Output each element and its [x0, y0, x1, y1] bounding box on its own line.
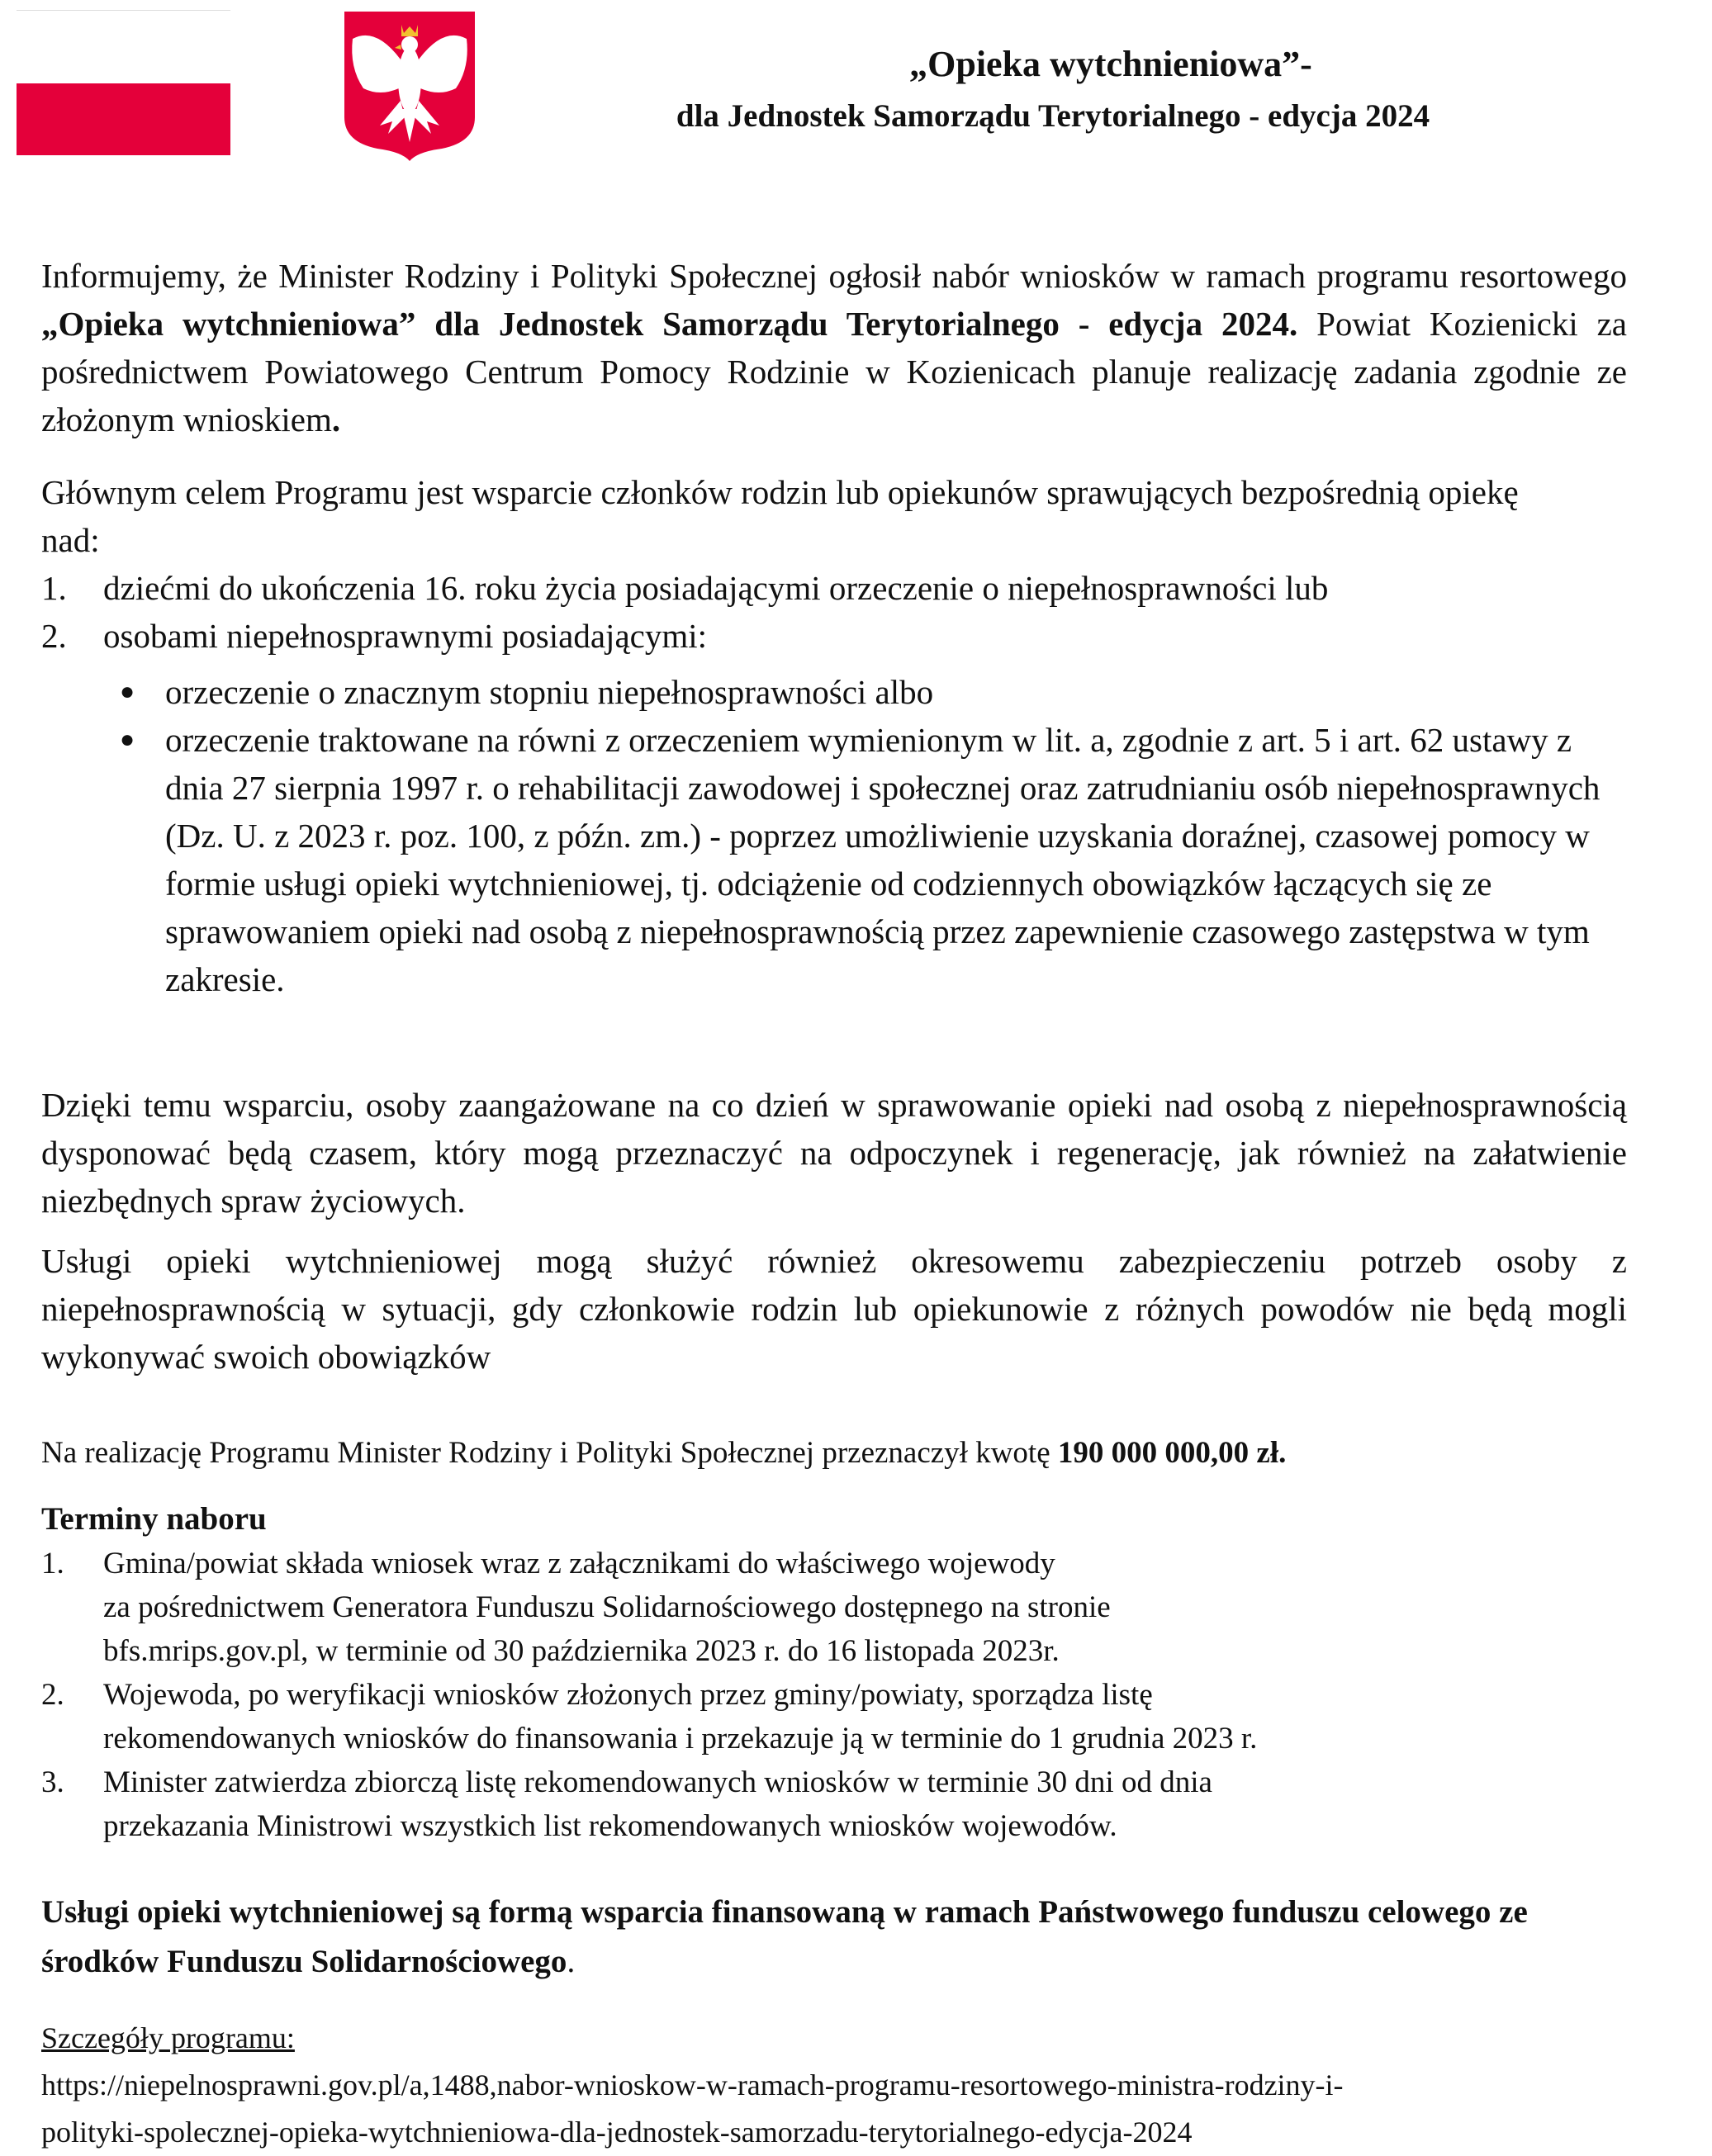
deadline-number: 3. — [41, 1765, 64, 1799]
goal-item-number: 1. — [41, 569, 67, 607]
deadline-item — [41, 1673, 1627, 1760]
goal-item-text: osobami niepełnosprawnymi posiadającymi: — [103, 617, 708, 655]
bullet-icon: ● — [120, 726, 135, 753]
deadline-item — [41, 1542, 1627, 1673]
funding-amount: 190 000 000,00 zł. — [1057, 1436, 1287, 1470]
document-subtitle: dla Jednostek Samorządu Terytorialnego - edycja 2024 — [676, 98, 1430, 134]
deadline-item — [41, 1760, 1627, 1848]
financing-note-period: . — [567, 1944, 576, 1979]
details-url-line1[interactable]: https://niepelnosprawni.gov.pl/a,1488,nabor-wnioskow-w-ramach-programu-resortowego-ministra-rodziny-i- — [41, 2068, 1344, 2102]
goal-lead: Głównym celem Programu jest wsparcie członków rodzin lub opiekunów sprawujących bezpośrednią opiekę nad: — [41, 473, 1519, 559]
intro-paragraph — [41, 252, 1627, 443]
bullet-icon: ● — [120, 678, 135, 705]
deadline-text: rekomendowanych wniosków do finansowania i przekazuje ją w terminie do 1 grudnia 2023 r. — [103, 1722, 1258, 1756]
goal-section — [41, 468, 1627, 1003]
goal-item — [41, 612, 1627, 660]
deadline-text: przekazania Ministrowi wszystkich list rekomendowanych wniosków wojewodów. — [103, 1809, 1117, 1843]
intro-program-name: „Opieka wytchnieniowa” dla Jednostek Samorządu Terytorialnego - edycja 2024. — [41, 305, 1298, 343]
deadline-number: 2. — [41, 1678, 64, 1712]
deadline-text: bfs.mrips.gov.pl, w terminie od 30 października 2023 r. do 16 listopada 2023r. — [103, 1634, 1060, 1668]
polish-eagle-emblem-icon — [343, 10, 477, 163]
goal-item-number: 2. — [41, 617, 67, 655]
deadline-text: Minister zatwierdza zbiorczą listę rekomendowanych wniosków w terminie 30 dni od dnia — [103, 1765, 1212, 1799]
document-title: „Opieka wytchnieniowa”- — [909, 44, 1312, 84]
deadlines-section — [41, 1497, 1627, 1848]
funding-paragraph — [41, 1431, 1627, 1475]
deadline-text: Wojewoda, po weryfikacji wniosków złożonych przez gminy/powiaty, sporządza listę — [103, 1678, 1153, 1712]
deadline-text: Gmina/powiat składa wniosek wraz z załącznikami do właściwego wojewody — [103, 1547, 1055, 1580]
deadline-number: 1. — [41, 1547, 64, 1580]
goal-bullet-text: orzeczenie traktowane na równi z orzeczeniem wymienionym w lit. a, zgodnie z art. 5 i art. 62 ustawy z dnia 27 sierpnia 1997 r. o rehabilitacji zawodowej i społecznej oraz zatrudnianiu osób niepełnosprawnych (Dz. U. z 2023 r. poz. 100, z późn. zm.) - poprzez umożliwienie uzyskania doraźnej, czasowej pomocy w formie usługi opieki wytchnieniowej, tj. odciążenie od codziennych obowiązków łączących się ze sprawowaniem opieki nad osobą z niepełnosprawnością przez zapewnienie czasowego zastępstwa w tym zakresie. — [165, 721, 1601, 998]
polish-flag-icon — [17, 10, 230, 154]
details-label: Szczegóły programu: — [41, 2021, 295, 2054]
financing-note — [41, 1888, 1627, 1987]
details-section — [41, 2015, 1627, 2156]
funding-text: Na realizację Programu Minister Rodziny i Polityki Społecznej przeznaczył kwotę — [41, 1436, 1058, 1470]
details-url-line2[interactable]: polityki-spolecznej-opieka-wytchnieniowa-dla-jednostek-samorzadu-terytorialnego-edycja-2024 — [41, 2116, 1193, 2149]
intro-text-2: Powiat Kozienicki za pośrednictwem Powiatowego Centrum Pomocy Rodzinie w Kozienicach planuje realizację zadania zgodnie ze złożonym wnioskiem — [41, 305, 1627, 438]
deadlines-heading: Terminy naboru — [41, 1501, 267, 1537]
support-paragraph — [41, 1081, 1627, 1225]
goal-bullet-text: orzeczenie o znacznym stopniu niepełnosprawności albo — [165, 673, 934, 711]
goal-item — [41, 564, 1627, 612]
goal-item-text: dziećmi do ukończenia 16. roku życia posiadającymi orzeczenie o niepełnosprawności lub — [103, 569, 1329, 607]
flag-white-stripe — [17, 10, 230, 83]
intro-period: . — [331, 400, 341, 438]
intro-text-1: Informujemy, że Minister Rodziny i Polityki Społecznej ogłosił nabór wniosków w ramach programu resortowego — [41, 257, 1627, 295]
financing-note-text: Usługi opieki wytchnieniowej są formą wsparcia finansowaną w ramach Państwowego funduszu celowego ze środków Funduszu Solidarnościowego — [41, 1894, 1528, 1979]
goal-bullet — [41, 668, 1627, 716]
support-text: Dzięki temu wsparciu, osoby zaangażowane na co dzień w sprawowanie opieki nad osobą z niepełnosprawnością dysponować będą czasem, który mogą przeznaczyć na odpoczynek i regenerację, jak również na załatwienie niezbędnych spraw życiowych. — [41, 1086, 1627, 1220]
services-text: Usługi opieki wytchnieniowej mogą służyć również okresowemu zabezpieczeniu potrzeb osoby z niepełnosprawnością w sytuacji, gdy członkowie rodzin lub opiekunowie z różnych powodów nie będą mogli wykonywać swoich obowiązków — [41, 1242, 1627, 1376]
deadline-text: za pośrednictwem Generatora Funduszu Solidarnościowego dostępnego na stronie — [103, 1590, 1111, 1624]
services-paragraph — [41, 1237, 1627, 1381]
goal-bullet — [41, 716, 1627, 1003]
flag-red-stripe — [17, 83, 230, 156]
